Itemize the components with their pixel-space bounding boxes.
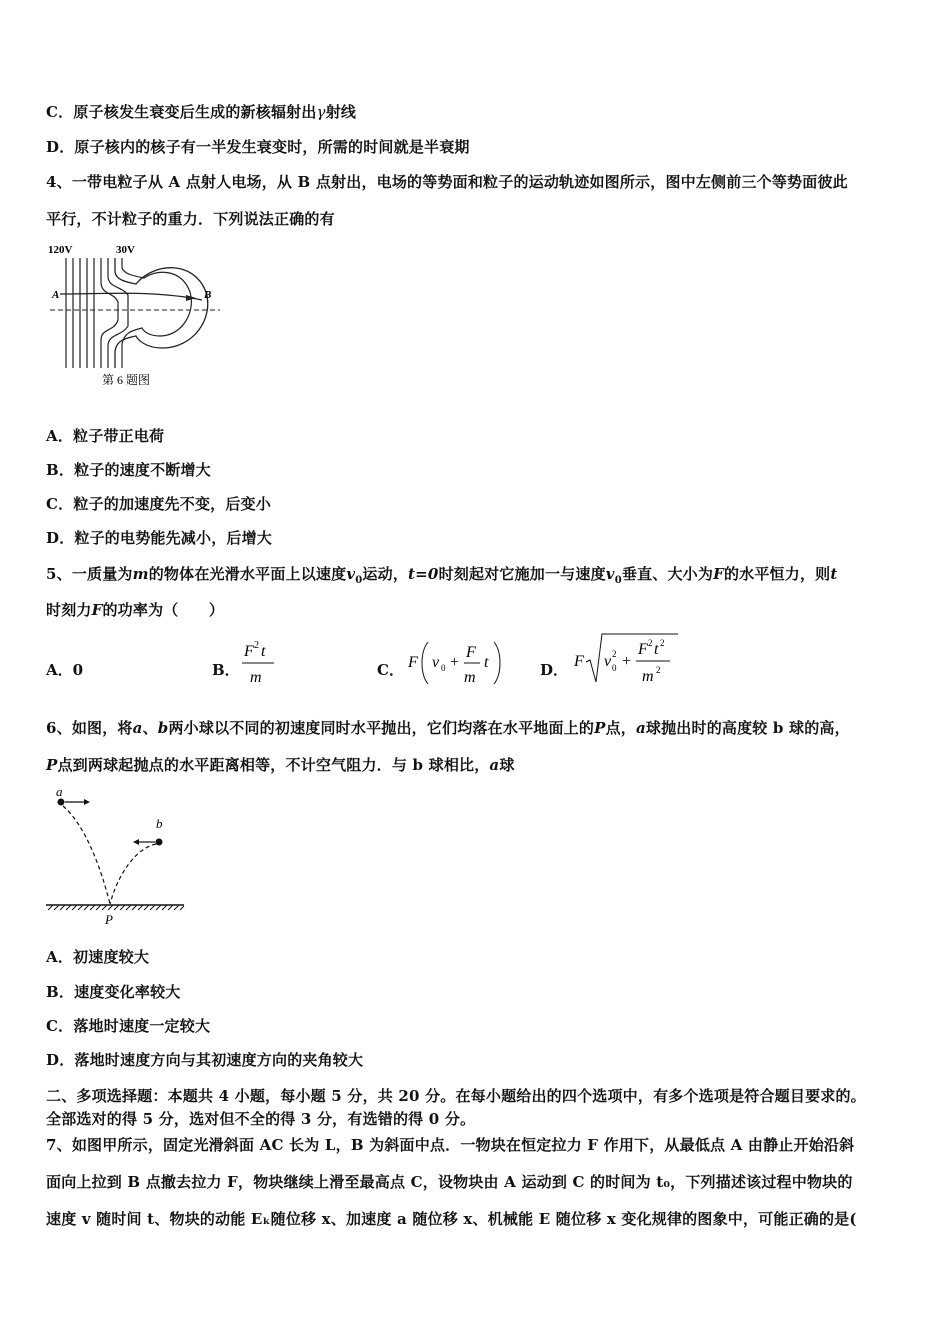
q5-option-b-formula — [238, 636, 284, 690]
prev-option-c: C．原子核发生衰变后生成的新核辐射出γ射线 — [46, 103, 357, 121]
q6-stem-line2: P点到两球起抛点的水平距离相等，不计空气阻力．与 b 球相比，a球 — [46, 756, 515, 774]
svg-text:m: m — [642, 668, 654, 685]
q6-option-d: D．落地时速度方向与其初速度方向的夹角较大 — [46, 1051, 364, 1069]
label-b: B — [204, 289, 212, 301]
q5-stem-line1: 5、一质量为m的物体在光滑水平面上以速度$v_0$运动，t=0时刻起对它施加一与速度$v_0$垂直、大小为F的水平恒力，则t — [46, 565, 838, 586]
q5-option-b-label: B． — [212, 661, 240, 679]
svg-text:F: F — [466, 644, 476, 661]
svg-text:0: 0 — [441, 663, 446, 673]
svg-text:+: + — [622, 653, 632, 670]
svg-text:2: 2 — [254, 640, 259, 651]
svg-text:2: 2 — [612, 649, 617, 659]
trajectory — [60, 293, 202, 300]
q4-field-figure — [44, 240, 224, 390]
velocity-a-arrowhead — [84, 799, 90, 805]
q5-option-c-formula — [404, 636, 508, 690]
label-p: P — [105, 912, 113, 927]
trajectory-b — [110, 844, 156, 904]
section2-instructions-line1: 二、多项选择题：本题共 4 小题，每小题 5 分，共 20 分。在每小题给出的四个选项中，有多个选项是符合题目要求的。 — [46, 1087, 866, 1105]
prev-option-d: D．原子核内的核子有一半发生衰变时，所需的时间就是半衰期 — [46, 138, 470, 156]
q5-option-d-formula — [570, 630, 682, 690]
q6-stem-line1: 6、如图，将a、b两小球以不同的初速度同时水平抛出，它们均落在水平地面上的P点，a球抛出时的高度较 b 球的高， — [46, 719, 850, 737]
svg-text:2: 2 — [660, 638, 665, 648]
q4-option-c: C．粒子的加速度先不变，后变小 — [46, 495, 271, 513]
svg-text:+: + — [450, 654, 460, 671]
q4-option-d: D．粒子的电势能先减小，后增大 — [46, 529, 273, 547]
svg-text:F: F — [244, 643, 254, 660]
svg-text:t: t — [484, 654, 489, 671]
svg-text:v: v — [604, 653, 612, 670]
svg-text:v: v — [432, 654, 440, 671]
ball-b — [156, 839, 163, 846]
q6-projectile-figure — [44, 784, 188, 930]
label-30v: 30V — [116, 244, 135, 256]
q4-option-b: B．粒子的速度不断增大 — [46, 461, 211, 479]
label-120v: 120V — [48, 244, 73, 256]
svg-text:2: 2 — [656, 665, 661, 675]
q4-stem-line1: 4、一带电粒子从 A 点射人电场，从 B 点射出，电场的等势面和粒子的运动轨迹如图所示，图中左侧前三个等势面彼此 — [46, 173, 848, 191]
q5-option-a: A．0 — [46, 661, 84, 679]
q7-stem-line3: 速度 v 随时间 t、物块的动能 Eₖ随位移 x、加速度 a 随位移 x、机械能 E 随位移 x 变化规律的图象中，可能正确的是( — [46, 1210, 857, 1228]
section2-instructions-line2: 全部选对的得 5 分，选对但不全的得 3 分，有选错的得 0 分。 — [46, 1110, 476, 1128]
equipotential-curve — [122, 258, 191, 368]
q5-option-d-label: D． — [540, 661, 569, 679]
q6-option-c: C．落地时速度一定较大 — [46, 1017, 211, 1035]
label-a: a — [56, 784, 63, 799]
label-b: b — [156, 816, 163, 831]
q7-stem-line1: 7、如图甲所示，固定光滑斜面 AC 长为 L，B 为斜面中点．一物块在恒定拉力 F 作用下，从最低点 A 由静止开始沿斜 — [46, 1136, 855, 1154]
q5-stem-line2: 时刻力F的功率为（ ） — [46, 601, 225, 619]
q4-option-a: A．粒子带正电荷 — [46, 427, 165, 445]
trajectory-a — [63, 806, 110, 904]
svg-text:m: m — [464, 669, 476, 686]
svg-text:F: F — [408, 654, 418, 671]
figure-caption: 第 6 题图 — [102, 373, 151, 387]
svg-text:t: t — [261, 643, 266, 660]
svg-text:F: F — [638, 641, 648, 658]
svg-text:m: m — [250, 669, 262, 686]
q7-stem-line2: 面向上拉到 B 点撤去拉力 F，物块继续上滑至最高点 C，设物块由 A 运动到 C 的时间为 t₀，下列描述该过程中物块的 — [46, 1173, 853, 1191]
svg-text:2: 2 — [648, 638, 653, 648]
q6-option-a: A．初速度较大 — [46, 948, 150, 966]
svg-text:0: 0 — [612, 663, 617, 673]
ball-a — [58, 799, 65, 806]
velocity-b-arrowhead — [133, 839, 139, 845]
svg-text:F: F — [574, 653, 584, 670]
svg-text:t: t — [654, 641, 659, 658]
ground-hatching — [48, 905, 184, 910]
q6-option-b: B．速度变化率较大 — [46, 983, 181, 1001]
label-a: A — [52, 289, 60, 301]
q5-option-c-label: C． — [377, 661, 404, 679]
q4-stem-line2: 平行，不计粒子的重力．下列说法正确的有 — [46, 210, 335, 228]
